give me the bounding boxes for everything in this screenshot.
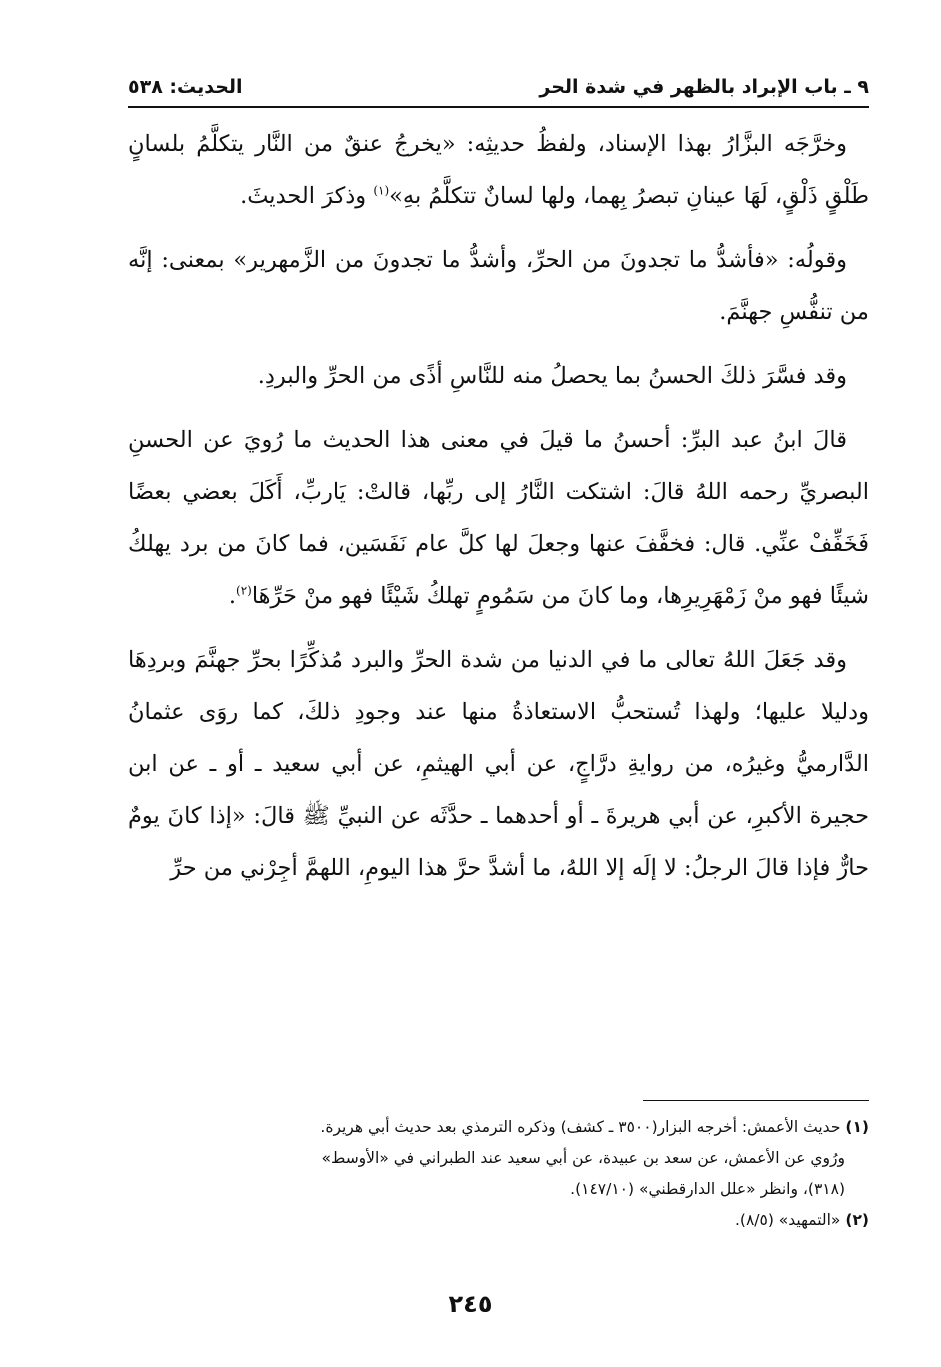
header-divider [128, 106, 869, 108]
paragraph-text: قالَ ابنُ عبد البرِّ: أحسنُ ما قيلَ في معنى هذا الحديث ما رُويَ عن الحسنِ البصريِّ رحمه اللهُ قالَ: اشتكت النَّارُ إلى ربِّها، قالتْ: يَاربِّ، أَكَلَ بعضي بعضًا فَخَفِّفْ عنِّي. قال: فخفَّفَ عنها وجعلَ لها كلَّ عام نَفَسَين، فما كانَ من برد يهلكُ شيئًا فهو منْ زَمْهَرِيرِها، وما كانَ من سَمُومٍ تهلكُ شَيْئًا فهو منْ حَرِّهَا [128, 427, 869, 609]
paragraph [128, 350, 869, 402]
paragraph-tail: وذكرَ الحديثَ. [240, 183, 374, 209]
paragraph-text: وخرَّجَه البزَّارُ بهذا الإسناد، ولفظُ حديثِه: «يخرجُ عنقٌ من النَّار يتكلَّمُ بلسانٍ طَلْقٍ ذَلْقٍ، لَهَا عينانِ تبصرُ بِهما، ولها لسانٌ تتكلَّمُ بهِ» [128, 131, 869, 209]
running-header [128, 72, 869, 102]
paragraph [128, 634, 869, 894]
footnote-text: حديث الأعمش: أخرجه البزار(٣٥٠٠ ـ كشف) وذكره الترمذي بعد حديث أبي هريرة. [320, 1118, 841, 1136]
footnote-continuation: (٣١٨)، وانظر «علل الدارقطني» (١٤٧/١٠). [570, 1180, 845, 1198]
footnote-marker[interactable]: (٢) [236, 583, 252, 598]
footnote-number: (١) [845, 1118, 869, 1136]
footnote [128, 1205, 869, 1236]
main-text [128, 118, 869, 906]
hadith-reference: الحديث: ٥٣٨ [128, 76, 243, 98]
footnote [128, 1112, 869, 1143]
footnote-number: (٢) [845, 1211, 869, 1229]
paragraph [128, 118, 869, 222]
paragraph [128, 414, 869, 622]
footnote-text: «التمهيد» (٨/٥). [734, 1211, 841, 1229]
paragraph [128, 234, 869, 338]
page-number: ٢٤٥ [448, 1290, 493, 1318]
paragraph-tail: . [228, 583, 236, 609]
footnote-divider [643, 1100, 869, 1101]
chapter-title: ٩ ـ باب الإبراد بالظهر في شدة الحر [539, 76, 869, 98]
paragraph-text: وقد جَعَلَ اللهُ تعالى ما في الدنيا من شدة الحرِّ والبرد مُذكِّرًا بحرِّ جهنَّمَ وبردِهَا ودليلا عليها؛ ولهذا تُستحبُّ الاستعاذةُ منها عند وجودِ ذلكَ، كما روَى عثمانُ الدَّارميُّ وغيرُه، من روايةِ درَّاجٍ، عن أبي الهيثمِ، عن أبي سعيد ـ أو ـ عن ابن حجيرة الأكبرِ، عن أبي هريرةَ ـ أو أحدهما ـ حدَّثَه عن النبيِّ ﷺ قالَ: «إذا كانَ يومٌ حارٌّ فإذا قالَ الرجلُ: لا إلَه إلا اللهُ، ما أشدَّ حرَّ هذا اليومِ، اللهمَّ أجِرْني من حرِّ [128, 647, 869, 881]
paragraph-text: وقد فسَّرَ ذلكَ الحسنُ بما يحصلُ منه للنَّاسِ أذًى من الحرِّ والبردِ. [257, 363, 847, 389]
paragraph-text: وقولُه: «فأشدُّ ما تجدونَ من الحرِّ، وأشدُّ ما تجدونَ من الزَّمهرير» بمعنى: إنَّه من تنفُّسِ جهنَّمَ. [128, 247, 869, 325]
footnote-continuation: ورُوي عن الأعمش، عن سعد بن عبيدة، عن أبي سعيد عند الطبراني في «الأوسط» [321, 1149, 845, 1167]
footnote-marker[interactable]: (١) [373, 183, 390, 198]
footnotes [128, 1112, 869, 1236]
